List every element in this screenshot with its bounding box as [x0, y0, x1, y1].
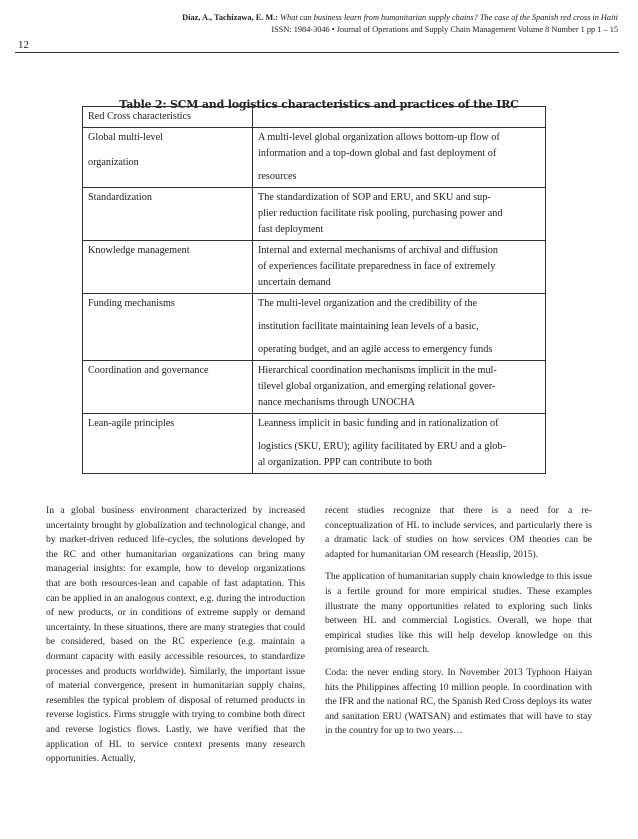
body-paragraph: In a global business environment characterized by increased uncertainty brought by globalization and technological change, and by market-driven reduced life-cycles, the solutions developed by the RC and other humanitarian organizations can bring many managerial insights: for example, how to develop organizations that are both resources-lean and capable of fast adaptation. This can be applied in an analogous context, e.g. during the introduction of new products, or in conditions of extreme supply or demand uncertainty. In these situations, there are many strategies that could be considered, based on the RC experience (e.g. maintain a dormant capacity with easily accessible resources, to standardize processes and products worldwide). Similarly, the important issue of material convergence, present in humanitarian supply chains, resembles the typical problem of disposal of returned products in reverse logistics. Firms struggle with trying to combine both direct and reverse logistics flows. Lastly, we have verified that the application of HL to service context presents many research opportunities. Actually,	[46, 505, 305, 765]
running-head-authors: Díaz, A., Tachizawa, E. M.:	[182, 13, 279, 22]
characteristic-cell	[83, 128, 253, 188]
scm-table	[82, 106, 546, 474]
cell-line: Lean-agile principles	[88, 418, 175, 429]
characteristic-cell	[83, 294, 253, 361]
cell-line: uncertain demand	[258, 277, 331, 288]
header-cell-blank	[253, 107, 546, 128]
cell-line: institution facilitate maintaining lean levels of a basic,	[258, 321, 479, 332]
cell-line: Leanness implicit in basic funding and in rationalization of	[258, 418, 499, 429]
body-paragraph: recent studies recognize that there is a need for a re-conceptualization of HL to include services, and particularly there is a dramatic lack of studies on how services OM theories can be adapted for humanitarian OM research (Heaslip, 2015).	[325, 505, 592, 560]
cell-line: logistics (SKU, ERU); agility facilitated by ERU and a glob-	[258, 441, 506, 452]
running-head	[148, 12, 618, 36]
page-number: 12	[18, 39, 29, 51]
body-column-right	[325, 504, 592, 739]
cell-line: Internal and external mechanisms of archival and diffusion	[258, 245, 498, 256]
cell-line: A multi-level global organization allows bottom-up flow of	[258, 132, 500, 143]
table-row	[83, 361, 546, 414]
practice-cell	[253, 241, 546, 294]
cell-line: plier reduction facilitate risk pooling, purchasing power and	[258, 208, 503, 219]
cell-line: Coordination and governance	[88, 365, 209, 376]
cell-line: Hierarchical coordination mechanisms implicit in the mul-	[258, 365, 497, 376]
cell-line: Standardization	[88, 192, 152, 203]
table-header-row	[83, 107, 546, 128]
table-caption: Table 2: SCM and logistics characteristics and practices of the IRC	[119, 98, 519, 111]
body-paragraph: Coda: the never ending story. In November 2013 Typhoon Haiyan hits the Philippines affecting 10 million people. In coordination with the IFR and the national RC, the Spanish Red Cross deploys its water and sanitation ERU (WATSAN) and estimates that will have to stay in the country for up to two years…	[325, 666, 592, 737]
cell-line: of experiences facilitate preparedness in face of extremely	[258, 261, 496, 272]
cell-line: nance mechanisms through UNOCHA	[258, 397, 416, 408]
table-row	[83, 414, 546, 474]
header-cell-characteristics: Red Cross characteristics	[83, 107, 253, 128]
cell-line: The multi-level organization and the credibility of the	[258, 298, 478, 309]
cell-line: tilevel global organization, and emerging relational gover-	[258, 381, 496, 392]
cell-line: al organization. PPP can contribute to both	[258, 457, 433, 468]
practice-cell	[253, 128, 546, 188]
cell-line: fast deployment	[258, 224, 324, 235]
characteristic-cell	[83, 414, 253, 474]
practice-cell	[253, 294, 546, 361]
cell-line: Knowledge management	[88, 245, 190, 256]
cell-line: Global multi-level	[88, 132, 163, 143]
characteristic-cell	[83, 188, 253, 241]
cell-line: resources	[258, 171, 297, 182]
characteristic-cell	[83, 361, 253, 414]
cell-line: information and a top-down global and fast deployment of	[258, 148, 497, 159]
table-row	[83, 294, 546, 361]
cell-line: organization	[88, 157, 139, 168]
practice-cell	[253, 188, 546, 241]
table-row	[83, 188, 546, 241]
cell-line: The standardization of SOP and ERU, and SKU and sup-	[258, 192, 491, 203]
characteristic-cell	[83, 241, 253, 294]
table-row	[83, 128, 546, 188]
body-column-left	[46, 504, 305, 767]
cell-line: operating budget, and an agile access to emergency funds	[258, 344, 493, 355]
practice-cell	[253, 361, 546, 414]
table-row	[83, 241, 546, 294]
running-head-title: What can business learn from humanitarian supply chains? The case of the Spanish red cross in Haiti	[280, 13, 618, 22]
header-divider	[15, 52, 619, 53]
body-paragraph: The application of humanitarian supply chain knowledge to this issue is a fertile ground for more empirical studies. These examples illustrate the many opportunities related to exploring such links between HL and commercial Logistics. Overall, we hope that empirical studies like this will help develop knowledge on this promising area of research.	[325, 571, 592, 656]
running-head-journal: ISSN: 1984-3046 • Journal of Operations and Supply Chain Management Volume 8 Number 1 pp 1 – 15	[271, 25, 618, 34]
practice-cell	[253, 414, 546, 474]
cell-line: Funding mechanisms	[88, 298, 175, 309]
